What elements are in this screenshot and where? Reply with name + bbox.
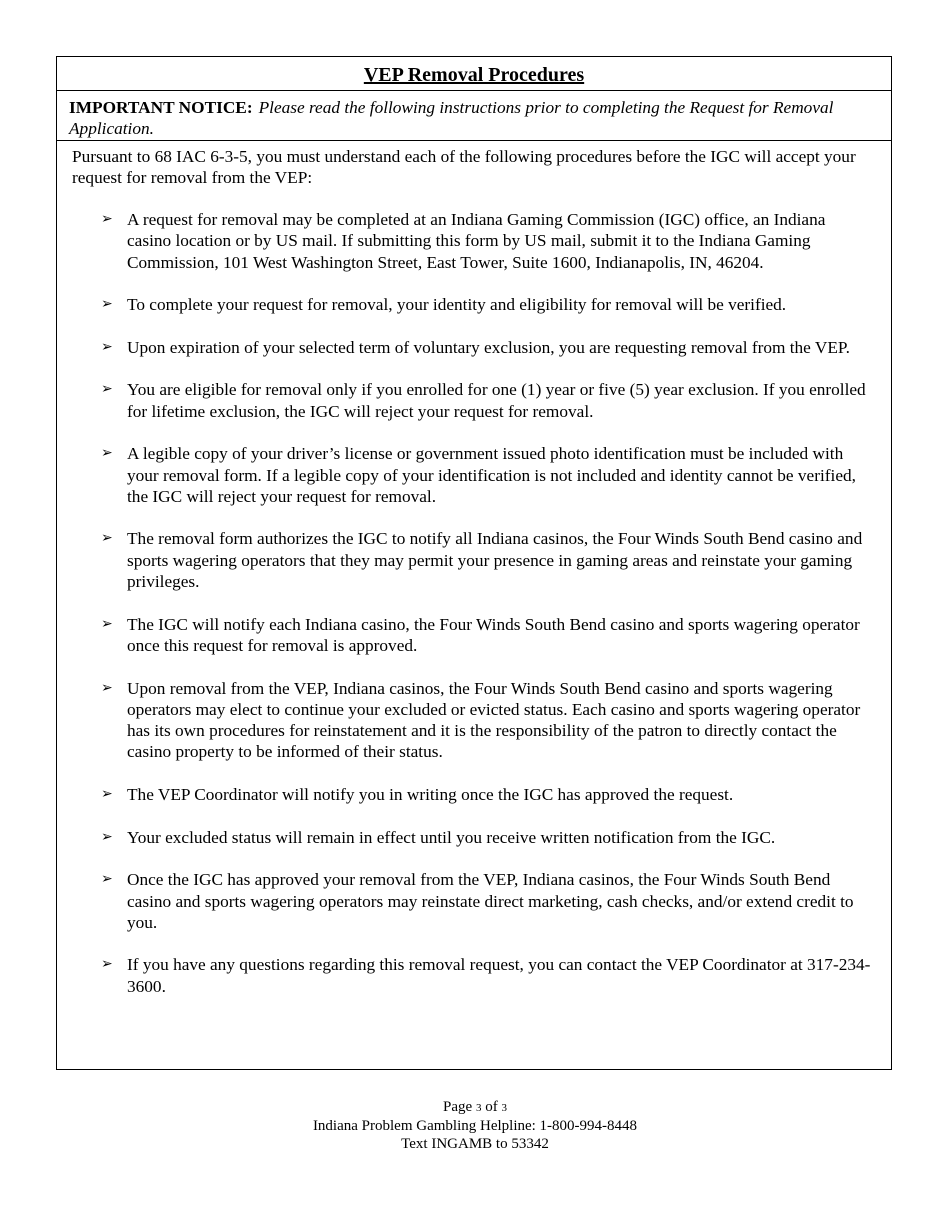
page-of: of — [485, 1099, 498, 1115]
procedure-item — [101, 678, 873, 763]
procedure-text: Upon expiration of your selected term of voluntary exclusion, you are requesting removal from the VEP. — [127, 337, 850, 357]
procedure-item — [101, 827, 873, 848]
procedure-item — [101, 954, 873, 997]
procedure-text: Upon removal from the VEP, Indiana casinos, the Four Winds South Bend casino and sports wagering operators may elect to continue your excluded or evicted status. Each casino and sports wagering operator has its own procedures for reinstatement and it is the responsibility of the patron to directly contact the casino property to be informed of their status. — [127, 678, 861, 762]
arrowhead-bullet-icon: ➢ — [101, 679, 113, 696]
intro-paragraph: Pursuant to 68 IAC 6-3-5, you must understand each of the following procedures before the IGC will accept your request for removal from the VEP: — [72, 147, 856, 187]
procedure-text: Your excluded status will remain in effect until you receive written notification from the IGC. — [127, 827, 776, 847]
procedure-item — [101, 784, 873, 805]
helpline: Indiana Problem Gambling Helpline: 1-800-994-8448 — [312, 1118, 638, 1134]
arrowhead-bullet-icon: ➢ — [101, 871, 113, 888]
procedure-list — [57, 209, 891, 997]
notice-text: Please read the following instructions prior to completing the Request for Removal Application. — [69, 98, 834, 138]
arrowhead-bullet-icon: ➢ — [101, 338, 113, 355]
procedure-text: A legible copy of your driver’s license or government issued photo identification must be included with your removal form. If a legible copy of your identification is not included and identity cannot be verified, the IGC will reject your request for removal. — [127, 444, 856, 506]
procedure-text: You are eligible for removal only if you enrolled for one (1) year or five (5) year exclusion. If you enrolled for lifetime exclusion, the IGC will reject your request for removal. — [127, 380, 866, 421]
arrowhead-bullet-icon: ➢ — [101, 530, 113, 547]
procedure-text: The removal form authorizes the IGC to notify all Indiana casinos, the Four Winds South Bend casino and sports wagering operators that they may permit your presence in gaming areas and reinstate your gaming privileges. — [127, 529, 863, 592]
notice-label: IMPORTANT NOTICE: — [69, 98, 253, 117]
arrowhead-bullet-icon: ➢ — [101, 211, 113, 227]
procedure-item — [101, 294, 873, 315]
procedures-document — [56, 56, 892, 1070]
arrowhead-bullet-icon: ➢ — [101, 445, 113, 462]
procedure-text: Once the IGC has approved your removal from the VEP, Indiana casinos, the Four Winds South Bend casino and sports wagering operators may reinstate direct marketing, cash checks, and/or extend credit to you. — [127, 870, 854, 932]
page-number — [0, 1098, 950, 1117]
arrowhead-bullet-icon: ➢ — [101, 615, 113, 632]
procedure-item — [101, 337, 873, 358]
procedure-text: To complete your request for removal, your identity and eligibility for removal will be verified. — [127, 295, 787, 315]
arrowhead-bullet-icon: ➢ — [101, 381, 113, 398]
important-notice — [57, 91, 891, 141]
procedure-item — [101, 209, 873, 273]
procedure-text: A request for removal may be completed at an Indiana Gaming Commission (IGC) office, an Indiana casino location or by US mail. If submitting this form by US mail, submit it to the Indiana Gaming Commission, 101 West Washington Street, East Tower, Suite 1600, Indianapolis, IN, 46204. — [127, 210, 826, 272]
procedure-item — [101, 443, 873, 507]
page-current: 3 — [475, 1102, 482, 1114]
page-prefix: Page — [443, 1099, 473, 1115]
arrowhead-bullet-icon: ➢ — [101, 786, 113, 803]
page-footer — [0, 1098, 950, 1153]
procedure-text: The VEP Coordinator will notify you in writing once the IGC has approved the request. — [127, 785, 734, 805]
arrowhead-bullet-icon: ➢ — [101, 296, 113, 313]
procedure-item — [101, 869, 873, 933]
procedure-text: If you have any questions regarding this removal request, you can contact the VEP Coordinator at 317-234- 3600. — [127, 955, 871, 996]
procedure-text: The IGC will notify each Indiana casino, the Four Winds South Bend casino and sports wagering operator once this request for removal is approved. — [127, 614, 860, 655]
procedure-item — [101, 614, 873, 657]
arrowhead-bullet-icon: ➢ — [101, 828, 113, 845]
arrowhead-bullet-icon: ➢ — [101, 956, 113, 973]
procedure-item — [101, 379, 873, 422]
text-line: Text INGAMB to 53342 — [401, 1136, 549, 1152]
title-row — [57, 57, 891, 91]
document-title: VEP Removal Procedures — [363, 64, 585, 86]
procedure-item — [101, 528, 873, 592]
page-total: 3 — [501, 1102, 507, 1114]
